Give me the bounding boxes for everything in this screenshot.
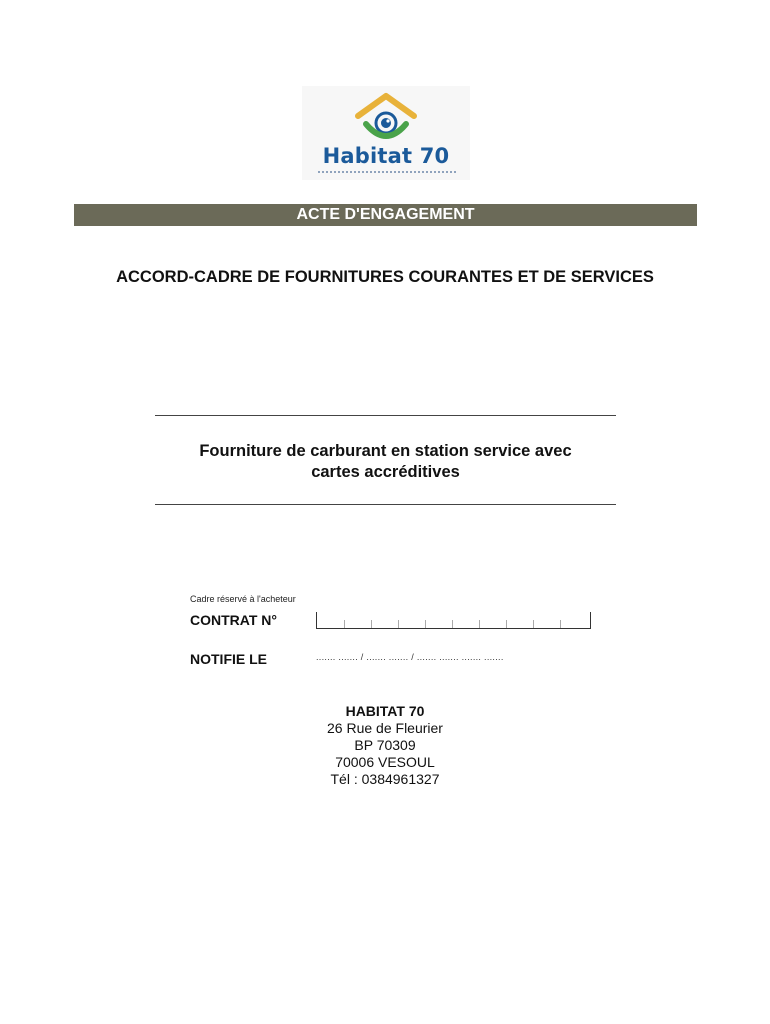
- address-phone: Tél : 0384961327: [330, 771, 440, 787]
- digit-separator: [479, 620, 480, 628]
- digit-separator: [560, 620, 561, 628]
- digit-separator: [452, 620, 453, 628]
- digit-separator: [371, 620, 372, 628]
- notification-date-label: NOTIFIE LE: [190, 651, 267, 667]
- digit-separator: [533, 620, 534, 628]
- address-city: 70006 VESOUL: [335, 754, 435, 770]
- habitat-70-logo: [302, 86, 470, 180]
- contract-object-line-1: Fourniture de carburant en station service avec: [199, 442, 572, 460]
- top-divider: [155, 415, 616, 416]
- contract-object: [155, 441, 616, 483]
- document-subtitle: ACCORD-CADRE DE FOURNITURES COURANTES ET DE SERVICES: [116, 268, 654, 286]
- notification-date-field[interactable]: ....... ....... / ....... ....... / ....... ....... ....... .......: [316, 652, 504, 662]
- address-street: 26 Rue de Fleurier: [327, 720, 443, 736]
- buyer-reserved-label: Cadre réservé à l'acheteur: [190, 594, 296, 604]
- digit-separator: [506, 620, 507, 628]
- address-po-box: BP 70309: [354, 737, 416, 753]
- logo-tagline-decoration: [318, 171, 456, 176]
- buyer-address: [0, 703, 770, 788]
- contract-object-line-2: cartes accréditives: [311, 463, 460, 481]
- logo-text: Habitat 70: [322, 144, 450, 168]
- bottom-divider: [155, 504, 616, 505]
- contract-number-field[interactable]: [316, 612, 591, 629]
- address-organisation: HABITAT 70: [345, 703, 425, 719]
- digit-separator: [398, 620, 399, 628]
- digit-separator: [425, 620, 426, 628]
- document-title: ACTE D'ENGAGEMENT: [74, 204, 697, 226]
- contract-number-label: CONTRAT N°: [190, 612, 277, 628]
- digit-separator: [344, 620, 345, 628]
